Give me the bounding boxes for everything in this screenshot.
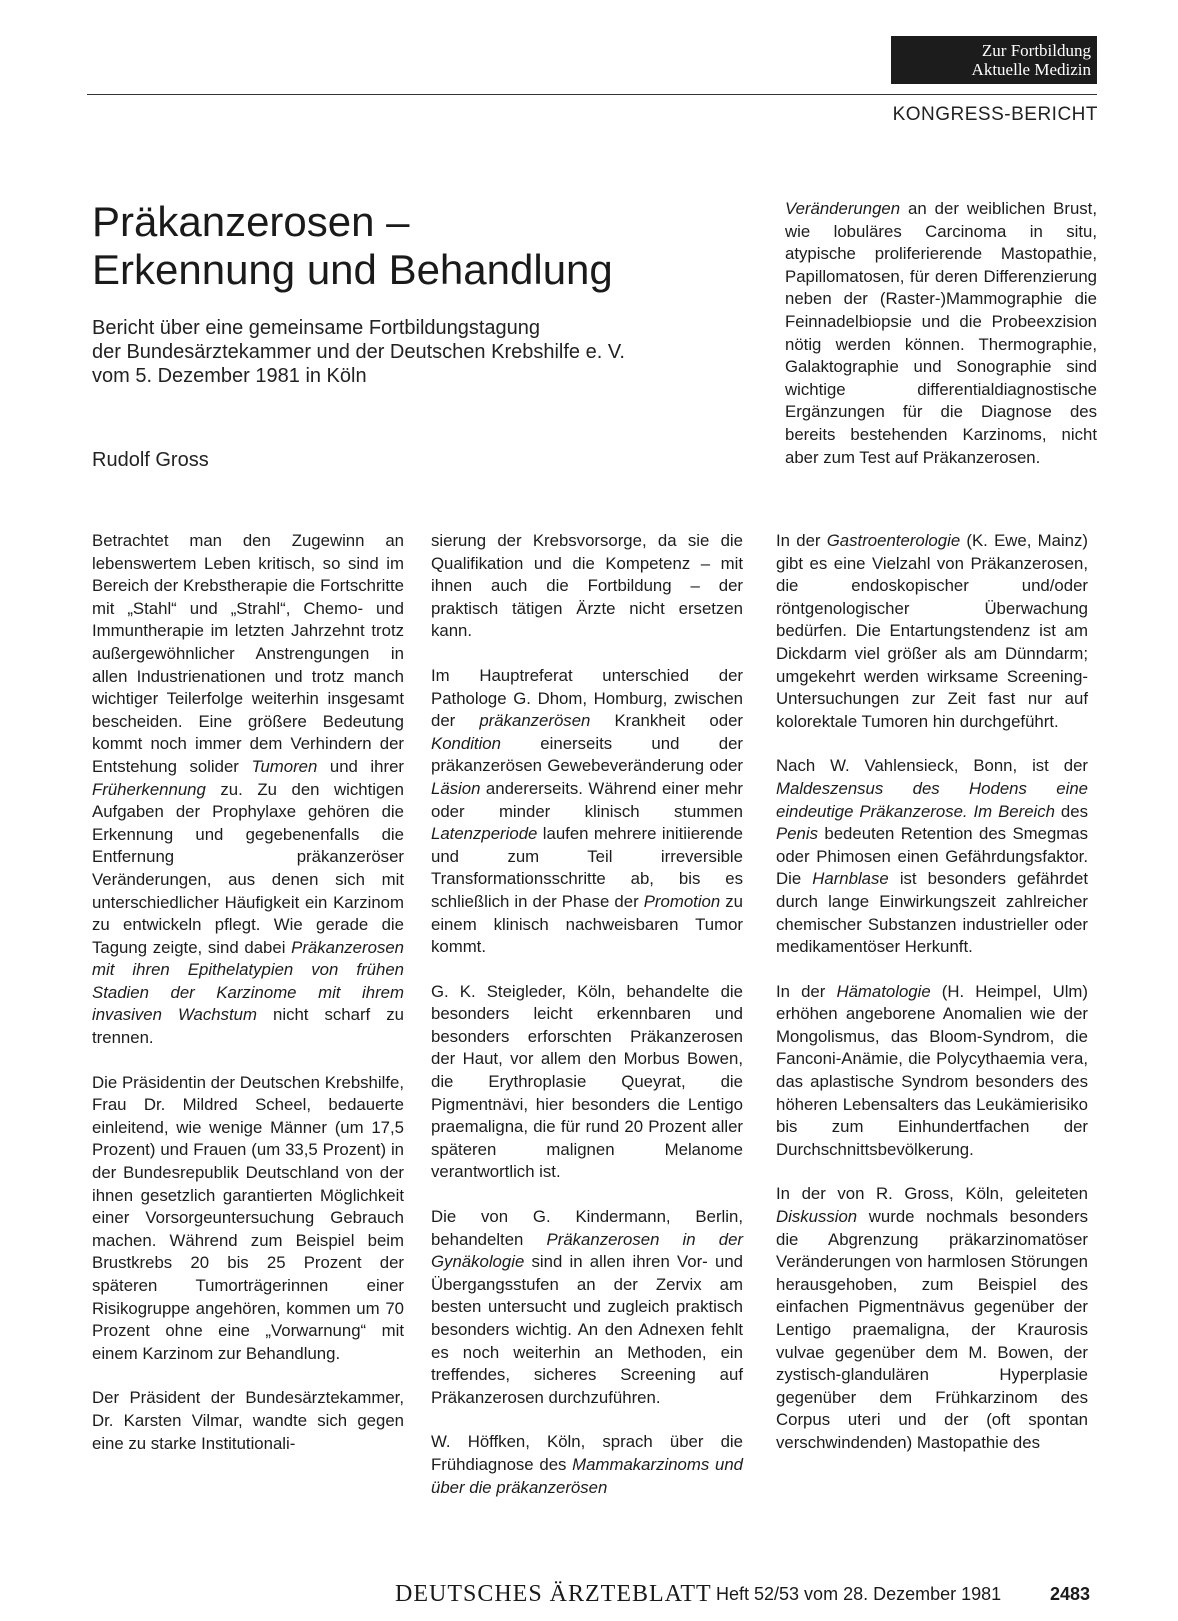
subtitle-line-3: vom 5. Dezember 1981 in Köln <box>92 365 367 387</box>
emphasis-text: Penis <box>776 824 818 844</box>
badge-line-1: Zur Fortbildung <box>981 41 1091 60</box>
paragraph <box>776 1183 1088 1454</box>
title-line-2: Erkennung und Behandlung <box>92 246 613 293</box>
body-text: W. Höffken, Köln, sprach über die Frühdiagnose des <box>431 1432 743 1474</box>
paragraph <box>431 981 743 1184</box>
emphasis-text: Hämatologie <box>836 981 931 1001</box>
emphasis-text: Mammakarzinoms und über die präkanzerösen <box>431 1454 743 1497</box>
paragraph <box>431 665 743 959</box>
paragraph <box>431 530 743 643</box>
paragraph <box>785 198 1097 469</box>
body-text: nicht scharf zu trennen. <box>92 1005 404 1048</box>
paragraph <box>431 1431 743 1499</box>
category-badge <box>891 36 1097 84</box>
body-text: und ihrer <box>317 756 404 776</box>
subtitle-line-1: Bericht über eine gemeinsame Fortbildungstagung <box>92 317 541 339</box>
title-line-1: Präkanzerosen – <box>92 198 410 245</box>
body-text: G. K. Steigleder, Köln, behandelte die besonders leicht erkennbaren und besonders erforschten Präkanzerosen der Haut, vor allem den Morbus Bowen, die Erythroplasie Queyrat, die Pigmentnävi, hier besonders die Lentigo praemaligna, die für rund 20 Prozent aller späteren malignen Melanome verantwortlich ist. <box>431 981 743 1182</box>
body-text: ist besonders gefährdet durch lange Einwirkungszeit zahlreicher chemischer Substanzen industrieller oder medikamentöser Herkunft. <box>776 869 1089 957</box>
paragraph <box>92 1387 404 1455</box>
emphasis-text: Kondition <box>431 733 501 753</box>
body-text: Krankheit oder <box>590 711 743 731</box>
author-name: Rudolf Gross <box>92 449 209 471</box>
emphasis-text: Veränderungen <box>785 199 901 218</box>
body-text: (H. Heimpel, Ulm) erhöhen angeborene Anomalien wie der Mongolismus, das Bloom-Syndrom, die Fanconi-Anämie, die Polycythaemia vera, das aplastische Syndrom besonders des höheren Lebensalters das Leukämierisiko bis zum Einhundertfachen der Durchschnittsbevölkerung. <box>776 981 1088 1159</box>
paragraph <box>776 755 1088 958</box>
emphasis-text: Gastroenterologie <box>826 531 961 550</box>
emphasis-text: präkanzerösen <box>479 711 591 731</box>
emphasis-text: Latenzperiode <box>431 824 538 844</box>
body-text: Betrachtet man den Zugewinn an lebenswertem Leben kritisch, so sind im Bereich der Krebstherapie die Fortschritte mit „Stahl“ und „Strahl“, Chemo- und Immuntherapie im letzten Jahrzehnt trotz außergewöhnlicher Anstrengungen in allen Industrienationen und trotz manch wichtiger Teilerfolge weiterhin insgesamt bescheiden. Eine größere Bedeutung kommt noch immer dem Verhindern der Entstehung solider <box>92 531 404 776</box>
emphasis-text: Promotion <box>643 891 721 911</box>
article-subtitle <box>92 316 625 388</box>
body-text: andererseits. Während einer mehr oder minder klinisch stummen <box>431 778 743 821</box>
issue-info: Heft 52/53 vom 28. Dezember 1981 <box>716 1584 1002 1604</box>
paragraph <box>92 1072 404 1366</box>
emphasis-text: Harnblase <box>812 869 889 889</box>
body-text: Die von G. Kindermann, Berlin, behandelten <box>431 1207 743 1249</box>
emphasis-text: Präkanzerosen mit ihren Epithelatypien von frühen Stadien der Karzinome mit ihrem invasiven Wachstum <box>92 937 404 1025</box>
body-text: zu einem klinisch nachweisbaren Tumor kommt. <box>431 891 743 957</box>
article-title <box>92 198 613 294</box>
emphasis-text: Maldeszensus des Hodens eine eindeutige Präkanzerose. Im Bereich <box>776 778 1088 821</box>
journal-name: DEUTSCHES ÄRZTEBLATT <box>395 1581 712 1607</box>
body-text: an der weiblichen Brust, wie lobuläres Carcinoma in situ, atypische proliferierende Mastopathie, Papillomatosen, für deren Differenzierung neben der (Raster-)Mammographie die Feinnadelbiopsie und die Probeexzision nötig werden können. Thermographie, Galaktographie und Sonographie sind wichtige differentialdiagnostische Ergänzungen für die Diagnose des bereits bestehenden Karzinoms, nicht aber zum Test auf Präkanzerosen. <box>785 199 1097 467</box>
body-text: In der von R. Gross, Köln, geleiteten <box>776 1184 1088 1204</box>
body-text: (K. Ewe, Mainz) gibt es eine Vielzahl von Präkanzerosen, die endoskopischer und/oder röntgenologischer Überwachung bedürfen. Die Entartungstendenz ist am Dickdarm viel größer als am Dünndarm; umgekehrt werden wirksame Screening-Untersuchungen zur Zeit fast nur auf kolorektale Tumoren hin durchgeführt. <box>776 531 1088 731</box>
body-text: sind in allen ihren Vor- und Übergangsstufen an der Zervix am besten untersucht und zugleich praktisch besonders wichtig. An den Adnexen fehlt es noch weiterhin an Methoden, ein treffendes, sicheres Screening auf Präkanzerosen durchzuführen. <box>431 1252 743 1407</box>
header-rule <box>87 94 1097 95</box>
body-text: Im Hauptreferat unterschied der Pathologe G. Dhom, Homburg, zwischen der <box>431 665 743 731</box>
paragraph <box>776 981 1088 1162</box>
body-column-2 <box>431 530 743 1521</box>
body-text: einerseits und der präkanzerösen Gewebeveränderung oder <box>431 733 743 776</box>
badge-line-2: Aktuelle Medizin <box>971 60 1091 79</box>
subtitle-line-2: der Bundesärztekammer und der Deutschen Krebshilfe e. V. <box>92 341 625 363</box>
paragraph <box>776 530 1088 733</box>
body-text: Nach W. Vahlensieck, Bonn, ist der <box>776 756 1088 776</box>
paragraph <box>92 530 404 1050</box>
emphasis-text: Läsion <box>431 778 481 798</box>
body-text: Der Präsident der Bundesärztekammer, Dr. Karsten Vilmar, wandte sich gegen eine zu starke Institutionali- <box>92 1388 404 1453</box>
paragraph <box>431 1206 743 1409</box>
body-text: des <box>1055 801 1088 821</box>
body-text: sierung der Krebsvorsorge, da sie die Qualifikation und die Kompetenz – mit ihnen auch die Fortbildung – der praktisch tätigen Ärzte nicht ersetzen kann. <box>431 531 743 641</box>
body-text: zu. Zu den wichtigen Aufgaben der Prophylaxe gehören die Erkennung und gegebenenfalls die Entfernung präkanzeröser Veränderungen, aus denen sich mit unterschiedlicher Häufigkeit ein Karzinom zu entwickeln pflegt. Wie gerade die Tagung zeigte, sind dabei <box>92 779 404 957</box>
section-label: KONGRESS-BERICHT <box>892 104 1098 125</box>
body-text: Die Präsidentin der Deutschen Krebshilfe, Frau Dr. Mildred Scheel, bedauerte einleitend, wie wenige Männer (um 17,5 Prozent) und Frauen (um 33,5 Prozent) in der Bundesrepublik Deutschland von der ihnen gesetzlich garantierten Möglichkeit einer Vorsorgeuntersuchung Gebrauch machen. Während zum Beispiel beim Brustkrebs 20 bis 25 Prozent der späteren Tumorträgerinnen einer Risikogruppe angehören, kommen um 70 Prozent ohne eine „Vorwarnung“ mit einem Karzinom zur Behandlung. <box>92 1072 404 1363</box>
page-number: 2483 <box>1050 1584 1091 1604</box>
body-text: laufen mehrere initiierende und zum Teil irreversible Transformationsschritte ab, bis es schließlich in der Phase der <box>431 824 743 911</box>
body-text: In der <box>776 531 827 550</box>
body-text: In der <box>776 981 837 1001</box>
emphasis-text: Tumoren <box>251 756 318 776</box>
top-right-column <box>785 198 1097 491</box>
body-column-1 <box>92 530 404 1477</box>
body-text: bedeuten Retention des Smegmas oder Phimosen einen Gefährdungsfaktor. Die <box>776 824 1088 889</box>
emphasis-text: Präkanzerosen in der Gynäkologie <box>431 1229 743 1272</box>
body-text: wurde nochmals besonders die Abgrenzung präkarzinomatöser Veränderungen von harmlosen Störungen herausgehoben, zum Beispiel des einfachen Pigmentnävus gegenüber der Lentigo praemaligna, der Kraurosis vulvae gegenüber dem M. Bowen, der zystisch-glandulären Hyperplasie gegenüber dem Frühkarzinom des Corpus uteri und der (oft spontan verschwindenden) Mastopathie des <box>776 1207 1088 1452</box>
emphasis-text: Diskussion <box>776 1207 858 1227</box>
emphasis-text: Früherkennung <box>92 779 206 799</box>
body-column-3 <box>776 530 1088 1477</box>
